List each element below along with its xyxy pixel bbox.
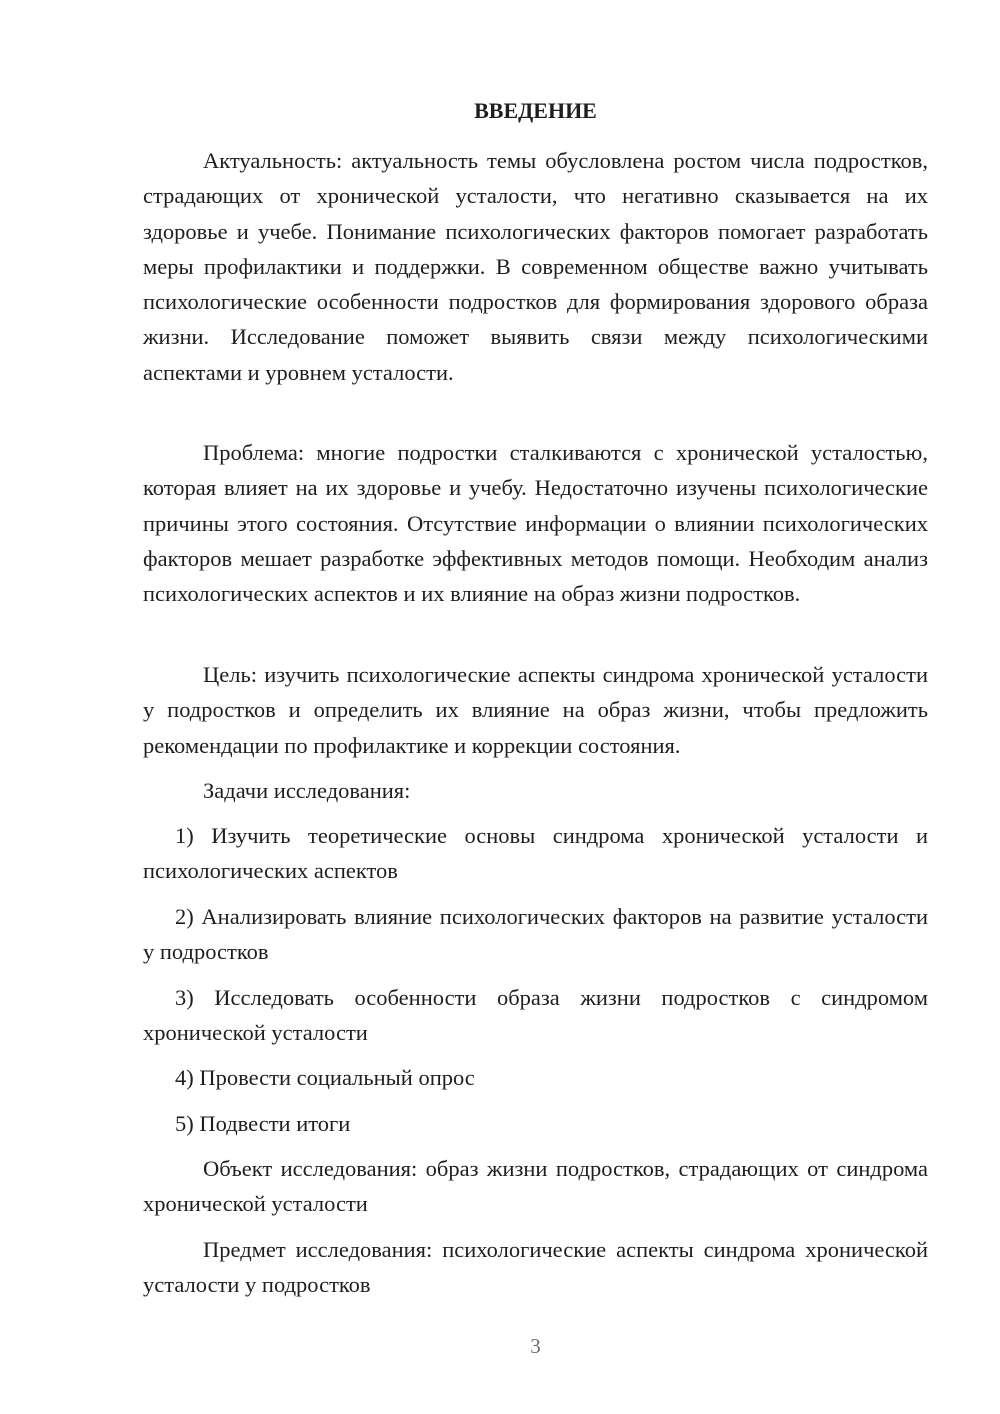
subject-paragraph: Предмет исследования: психологические аспекты синдрома хронической усталости у подростков: [143, 1237, 928, 1298]
task-item-3: 3) Исследовать особенности образа жизни подростков с синдромом хронической усталости: [143, 985, 928, 1046]
task-item-4: 4) Провести социальный опрос: [175, 1065, 475, 1090]
tasks-heading: Задачи исследования:: [203, 778, 411, 803]
object-paragraph: Объект исследования: образ жизни подростков, страдающих от синдрома хронической усталости: [143, 1156, 928, 1217]
task-item-1: 1) Изучить теоретические основы синдрома хронической усталости и психологических аспектов: [143, 823, 928, 884]
problem-paragraph: Проблема: многие подростки сталкиваются с хронической усталостью, которая влияет на их здоровье и учебу. Недостаточно изучены психологические причины этого состояния. Отсутствие информации о влиянии психологических факторов мешает разработке эффективных методов помощи. Необходим анализ психологических аспектов и их влияние на образ жизни подростков.: [143, 440, 928, 607]
page-number: 3: [530, 1334, 541, 1358]
task-item-2: 2) Анализировать влияние психологических факторов на развитие усталости у подростков: [143, 904, 928, 965]
goal-paragraph: Цель: изучить психологические аспекты синдрома хронической усталости у подростков и определить их влияние на образ жизни, чтобы предложить рекомендации по профилактике и коррекции состояния.: [143, 662, 928, 758]
page-title: ВВЕДЕНИЕ: [474, 98, 597, 123]
task-item-5: 5) Подвести итоги: [175, 1111, 351, 1136]
relevance-paragraph: Актуальность: актуальность темы обусловлена ростом числа подростков, страдающих от хронической усталости, что негативно сказывается на их здоровье и учебе. Понимание психологических факторов помогает разработать меры профилактики и поддержки. В современном обществе важно учитывать психологические особенности подростков для формирования здорового образа жизни. Исследование поможет выявить связи между психологическими аспектами и уровнем усталости.: [143, 148, 928, 385]
